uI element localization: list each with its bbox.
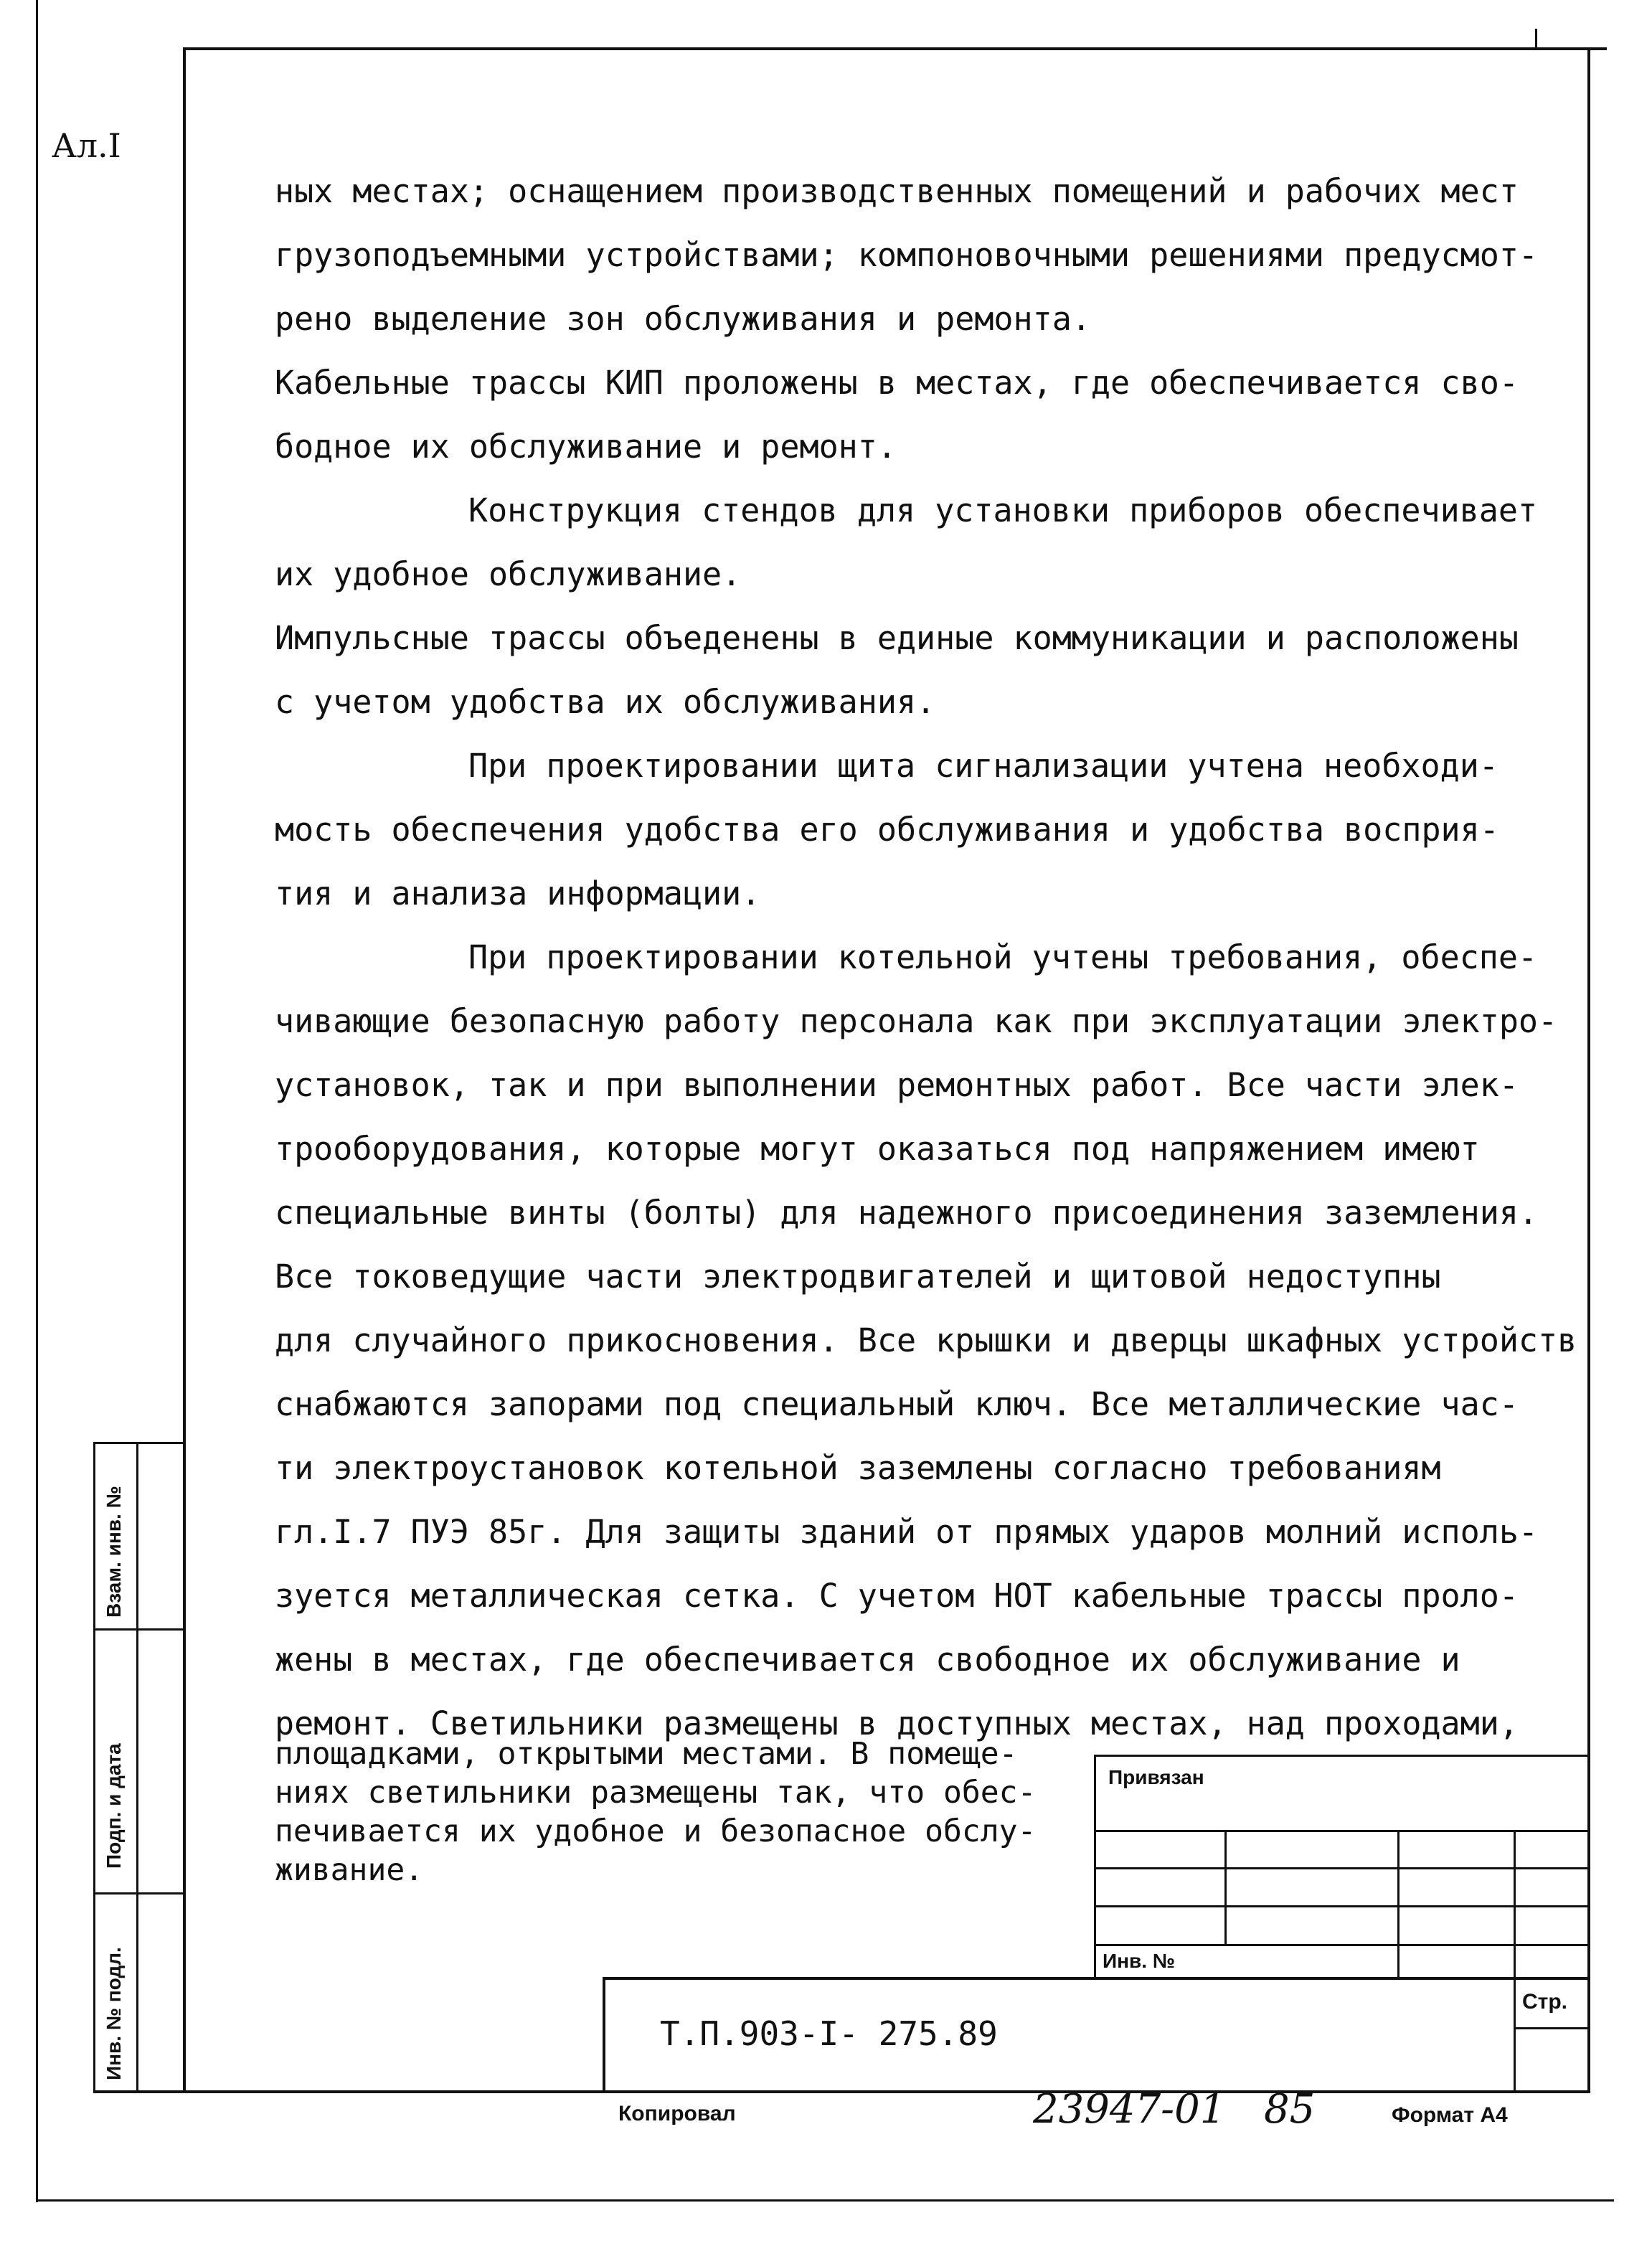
body-line: с учетом удобства их обслуживания. — [275, 683, 936, 721]
frame-left — [183, 47, 186, 2093]
body-line: Импульсные трассы объеденены в единые коммуникации и расположены — [275, 619, 1519, 657]
page-label: Стр. — [1522, 1990, 1568, 2014]
body-line: ремонт. Светильники размещены в доступных местах, над проходами, — [275, 1704, 1519, 1742]
body-line: специальные винты (болты) для надежного присоединения заземления. — [275, 1194, 1538, 1232]
body-line: снабжаются запорами под специальный ключ. Все металлические час- — [275, 1385, 1519, 1423]
handwritten-number: 23947-01 — [1033, 2086, 1226, 2133]
body-line: установок, так и при выполнении ремонтных работ. Все части элек- — [275, 1066, 1519, 1104]
body-line: трооборудования, которые могут оказаться под напряжением имеют — [275, 1130, 1480, 1168]
body-line: жены в местах, где обеспечивается свободное их обслуживание и — [275, 1641, 1460, 1679]
body-text — [275, 159, 1587, 1755]
privyazan-label: Привязан — [1108, 1766, 1204, 1788]
sheet-mark: Ал.I — [52, 126, 121, 165]
body-line: их удобное обслуживание. — [275, 555, 742, 593]
body-line: ти электроустановок котельной заземлены согласно требованиям — [275, 1449, 1441, 1487]
body-line: мость обеспечения удобства его обслуживания и удобства восприя- — [275, 811, 1499, 849]
body-line: для случайного прикосновения. Все крышки и дверцы шкафных устройств — [275, 1321, 1577, 1359]
document-code: Т.П.903-I- 275.89 — [660, 2014, 998, 2053]
body-line: гл.I.7 ПУЭ 85г. Для защиты зданий от прямых ударов молний исполь- — [275, 1513, 1538, 1551]
body-line: Все токоведущие части электродвигателей и щитовой недоступны — [275, 1258, 1441, 1296]
body-line: чивающие безопасную работу персонала как при эксплуатации электро- — [275, 1002, 1558, 1040]
left-margin-line — [36, 0, 38, 2202]
podp-data-label: Подп. и дата — [103, 1743, 125, 1869]
bottom-margin-line — [36, 2199, 1614, 2202]
tail-line: печивается их удобное и безопасное обслу- — [275, 1813, 1037, 1849]
handwritten-page: 85 — [1264, 2086, 1316, 2133]
frame-top — [183, 47, 1607, 50]
format-label: Формат А4 — [1392, 2103, 1508, 2127]
body-line: тия и анализа информации. — [275, 874, 761, 912]
body-line: При проектировании щита сигнализации учтена необходи- — [468, 747, 1498, 785]
body-line: рено выделение зон обслуживания и ремонта. — [275, 300, 1091, 338]
frame-right — [1587, 47, 1590, 2093]
body-line: Кабельные трассы КИП проложены в местах, где обеспечивается сво- — [275, 364, 1519, 402]
frame-top-tick — [1535, 29, 1537, 49]
inv-podl-label: Инв. № подл. — [103, 1947, 125, 2080]
kopiroval-label: Копировал — [618, 2102, 736, 2125]
body-line: зуется металлическая сетка. С учетом НОТ кабельные трассы проло- — [275, 1577, 1519, 1615]
tail-text — [275, 1735, 1036, 1889]
inv-no-label: Инв. № — [1103, 1950, 1176, 1972]
tail-line: живание. — [275, 1852, 424, 1888]
tail-line: площадками, открытыми местами. В помеще- — [275, 1736, 1018, 1772]
frame-bottom — [93, 2090, 1590, 2093]
tail-line: ниях светильники размещены так, что обес- — [275, 1775, 1037, 1811]
body-line: ных местах; оснащением производственных помещений и рабочих мест — [275, 172, 1519, 210]
body-line: Конструкция стендов для установки приборов обеспечивает — [468, 491, 1538, 529]
vzam-inv-label: Взам. инв. № — [103, 1486, 125, 1618]
body-line: грузоподъемными устройствами; компоновочными решениями предусмот- — [275, 236, 1538, 274]
body-line: При проектировании котельной учтены требования, обеспе- — [468, 938, 1538, 976]
body-line: бодное их обслуживание и ремонт. — [275, 428, 897, 466]
